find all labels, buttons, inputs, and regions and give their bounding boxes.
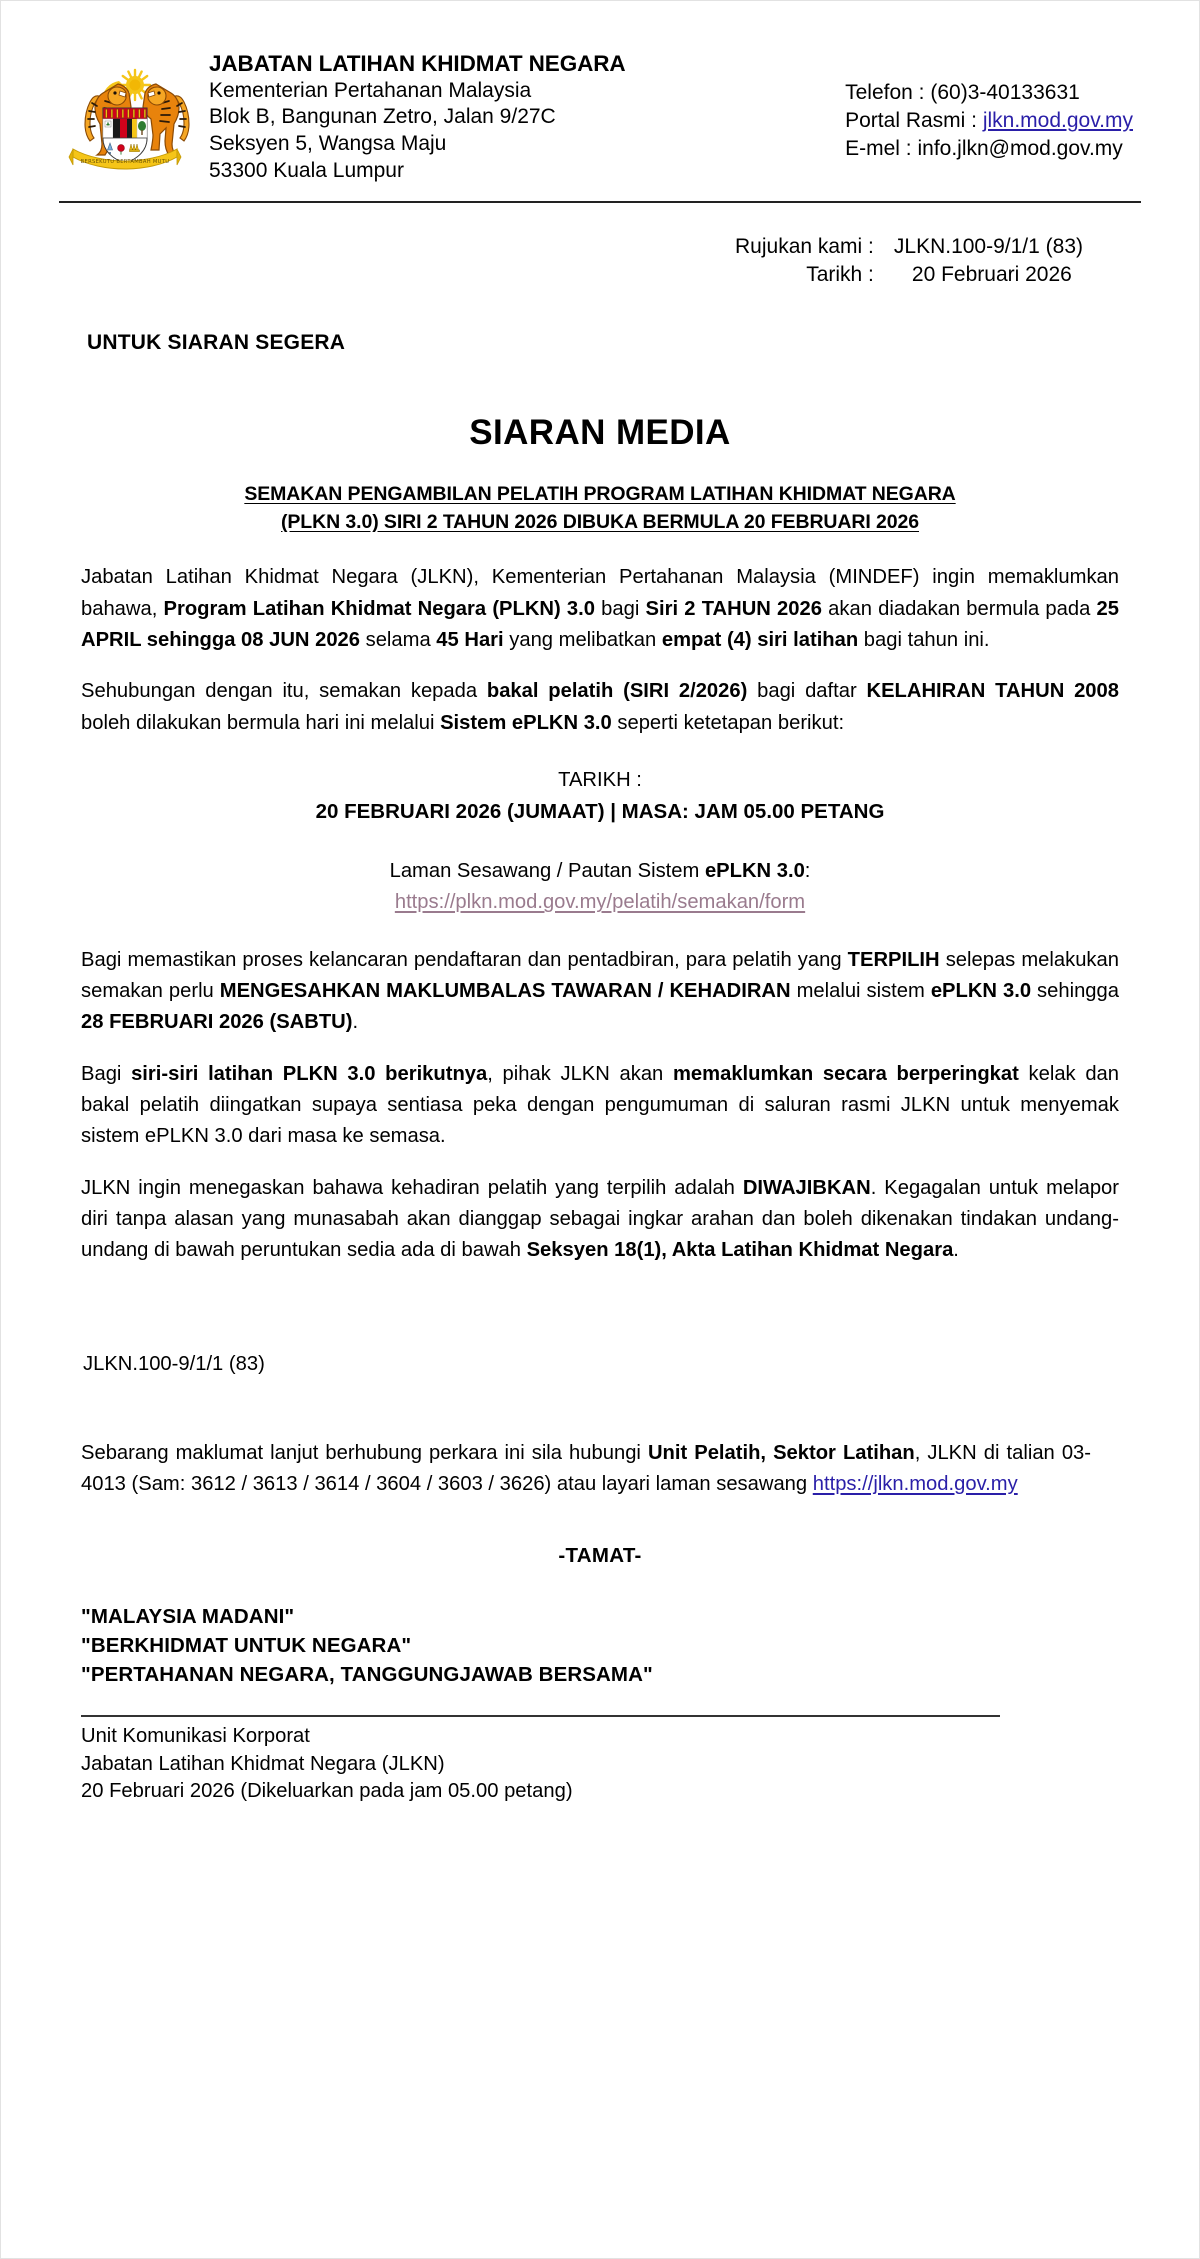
paragraph-4 <box>81 1059 1119 1153</box>
organisation-address <box>209 47 626 185</box>
p1-bold-2: Siri 2 TAHUN 2026 <box>645 597 822 620</box>
org-address-line-2: Blok B, Bangunan Zetro, Jalan 9/27C <box>209 105 556 129</box>
p5-text-1: JLKN ingin menegaskan bahawa kehadiran pelatih yang terpilih adalah <box>81 1176 743 1199</box>
p3-bold-4: 28 FEBRUARI 2026 (SABTU) <box>81 1011 353 1034</box>
portal-label: Portal Rasmi : <box>845 108 983 132</box>
cp-text-2: , JLKN di talian 03-4013 (Sam: 3612 / 3613 / 3614 / 3604 / 3603 / 3626) atau layari laman sesawang <box>81 1441 1091 1495</box>
letterhead-divider <box>59 201 1141 203</box>
p5-text-3: . <box>953 1239 959 1262</box>
org-address-line-4: 53300 Kuala Lumpur <box>209 159 404 183</box>
footer-block <box>81 1723 1119 1805</box>
p2-bold-2: KELAHIRAN TAHUN 2008 <box>866 680 1119 703</box>
slogan-2: "BERKHIDMAT UNTUK NEGARA" <box>81 1634 412 1658</box>
shield <box>103 108 147 163</box>
page-title: SIARAN MEDIA <box>469 413 731 453</box>
footer-line-3: 20 Februari 2026 (Dikeluarkan pada jam 05.00 petang) <box>81 1780 573 1803</box>
p1-text-3: akan diadakan bermula pada <box>821 597 1097 620</box>
p1-text-5: yang melibatkan <box>503 629 662 652</box>
p4-bold-1: siri-siri latihan PLKN 3.0 berikutnya <box>131 1062 488 1085</box>
eplkn-label-plain: Laman Sesawang / Pautan Sistem <box>389 860 705 883</box>
reference-block <box>59 235 1141 291</box>
p2-text-4: seperti ketetapan berikut: <box>611 711 845 734</box>
date-row <box>735 263 1083 291</box>
contact-details <box>845 47 1141 163</box>
p2-text-1: Sehubungan dengan itu, semakan kepada <box>81 680 487 703</box>
footer-line-2: Jabatan Latihan Khidmat Negara (JLKN) <box>81 1752 445 1775</box>
org-address-line-1: Kementerian Pertahanan Malaysia <box>209 78 532 102</box>
jlkn-website-link[interactable]: https://jlkn.mod.gov.my <box>812 1472 1018 1495</box>
p5-text-2: . Kegagalan untuk melapor diri tanpa alasan yang munasabah akan dianggap sebagai ingkar arahan dan boleh dikenakan tindakan undang-undang di bawah peruntukan sedia ada di bawah <box>81 1176 1120 1262</box>
p3-text-3: melalui sistem <box>790 980 931 1002</box>
p3-text-1: Bagi memastikan proses kelancaran pendaftaran dan pentadbiran, para pelatih yang <box>81 948 848 971</box>
eplkn-label-colon: : <box>804 860 811 883</box>
p1-text-6: bagi tahun ini. <box>858 629 990 652</box>
email-value: info.jlkn@mod.gov.my <box>917 136 1123 160</box>
slogan-1: "MALAYSIA MADANI" <box>81 1605 295 1629</box>
tamat-marker: -TAMAT- <box>558 1544 642 1568</box>
tarikh-value: 20 FEBRUARI 2026 (JUMAAT) | MASA: JAM 05.00 PETANG <box>315 800 885 824</box>
p1-text-2: bagi <box>594 597 646 620</box>
reference-number-bottom: JLKN.100-9/1/1 (83) <box>83 1352 265 1375</box>
p2-bold-1: bakal pelatih (SIRI 2/2026) <box>486 680 748 703</box>
reference-row <box>735 235 1083 263</box>
eplkn-link-block <box>81 856 1119 919</box>
date-label: Tarikh : <box>806 263 874 287</box>
portal-line <box>845 107 1133 135</box>
p3-bold-3: ePLKN 3.0 <box>930 980 1032 1002</box>
urgent-notice: UNTUK SIARAN SEGERA <box>87 331 346 355</box>
svg-text:♣: ♣ <box>105 122 111 129</box>
org-address-line-3: Seksyen 5, Wangsa Maju <box>209 132 447 156</box>
p3-text-2: selepas melakukan semakan perlu <box>81 948 1119 1002</box>
p5-bold-2: Seksyen 18(1), Akta Latihan Khidmat Negara <box>526 1239 954 1262</box>
phone-value: (60)3-40133631 <box>930 81 1080 104</box>
p4-text-3: kelak dan bakal pelatih diingatkan supaya sentiasa peka dengan pengumuman di saluran rasmi JLKN untuk menyemak sistem ePLKN 3.0 dari masa ke semasa. <box>81 1062 1119 1148</box>
p2-text-3: boleh dilakukan bermula hari ini melalui <box>81 711 441 734</box>
p1-text-1: Jabatan Latihan Khidmat Negara (JLKN), Kementerian Pertahanan Malaysia (MINDEF) ingin memaklumkan bahawa, <box>81 566 1119 620</box>
eplkn-link-label <box>81 856 1119 887</box>
date-time-block <box>81 765 1119 828</box>
letterhead <box>59 47 1141 185</box>
email-line <box>845 135 1133 163</box>
footer-line-1: Unit Komunikasi Korporat <box>81 1725 310 1748</box>
p3-bold-2: MENGESAHKAN MAKLUMBALAS TAWARAN / KEHADIRAN <box>219 980 791 1002</box>
tarikh-label: TARIKH : <box>558 768 642 791</box>
subtitle-line-2: (PLKN 3.0) SIRI 2 TAHUN 2026 DIBUKA BERMULA 20 FEBRUARI 2026 <box>281 510 919 533</box>
phone-label: Telefon : <box>845 81 931 104</box>
footer-divider <box>81 1715 1000 1717</box>
svg-text:BERSEKUTU BERTAMBAH MUTU: BERSEKUTU BERTAMBAH MUTU <box>80 159 170 165</box>
p1-bold-4: 45 Hari <box>436 629 504 652</box>
p4-text-1: Bagi <box>81 1062 132 1085</box>
p1-bold-5: empat (4) siri latihan <box>661 629 859 652</box>
p1-bold-3: 25 APRIL sehingga 08 JUN 2026 <box>81 597 1119 652</box>
cp-text-1: Sebarang maklumat lanjut berhubung perkara ini sila hubungi <box>81 1441 648 1464</box>
p4-bold-2: memaklumkan secara berperingkat <box>672 1062 1019 1085</box>
email-label: E-mel : <box>845 136 918 160</box>
paragraph-3 <box>81 945 1119 1039</box>
subtitle <box>59 481 1141 536</box>
p1-text-4: selama <box>360 629 437 652</box>
portal-link[interactable]: jlkn.mod.gov.my <box>982 108 1133 132</box>
malaysia-coat-of-arms-icon <box>59 51 191 173</box>
tiger-right <box>143 84 189 155</box>
phone-line <box>845 79 1133 107</box>
slogans-block <box>81 1602 1119 1689</box>
p2-bold-3: Sistem ePLKN 3.0 <box>440 711 612 734</box>
eplkn-semakan-link[interactable]: https://plkn.mod.gov.my/pelatih/semakan/form <box>394 891 806 914</box>
contact-paragraph <box>81 1438 1119 1501</box>
document-body <box>59 562 1141 1805</box>
p3-bold-1: TERPILIH <box>847 948 940 971</box>
p3-text-5: . <box>352 1011 359 1034</box>
paragraph-1 <box>81 562 1119 656</box>
p5-bold-1: DIWAJIBKAN <box>742 1176 871 1199</box>
eplkn-label-bold: ePLKN 3.0 <box>704 860 805 883</box>
reference-value: JLKN.100-9/1/1 (83) <box>893 235 1083 259</box>
p1-bold-1: Program Latihan Khidmat Negara (PLKN) 3.0 <box>163 597 595 620</box>
slogan-3: "PERTAHANAN NEGARA, TANGGUNGJAWAB BERSAMA" <box>81 1663 653 1687</box>
subtitle-line-1: SEMAKAN PENGAMBILAN PELATIH PROGRAM LATIHAN KHIDMAT NEGARA <box>244 483 956 506</box>
reference-label: Rujukan kami : <box>735 235 874 259</box>
date-value: 20 Februari 2026 <box>911 263 1072 287</box>
cp-bold-1: Unit Pelatih, Sektor Latihan <box>647 1441 915 1464</box>
p2-text-2: bagi daftar <box>747 680 867 703</box>
paragraph-2 <box>81 676 1119 739</box>
p3-text-4: sehingga <box>1031 980 1119 1002</box>
org-name: JABATAN LATIHAN KHIDMAT NEGARA <box>209 51 626 76</box>
p4-text-2: , pihak JLKN akan <box>487 1062 673 1085</box>
paragraph-5 <box>81 1173 1119 1267</box>
